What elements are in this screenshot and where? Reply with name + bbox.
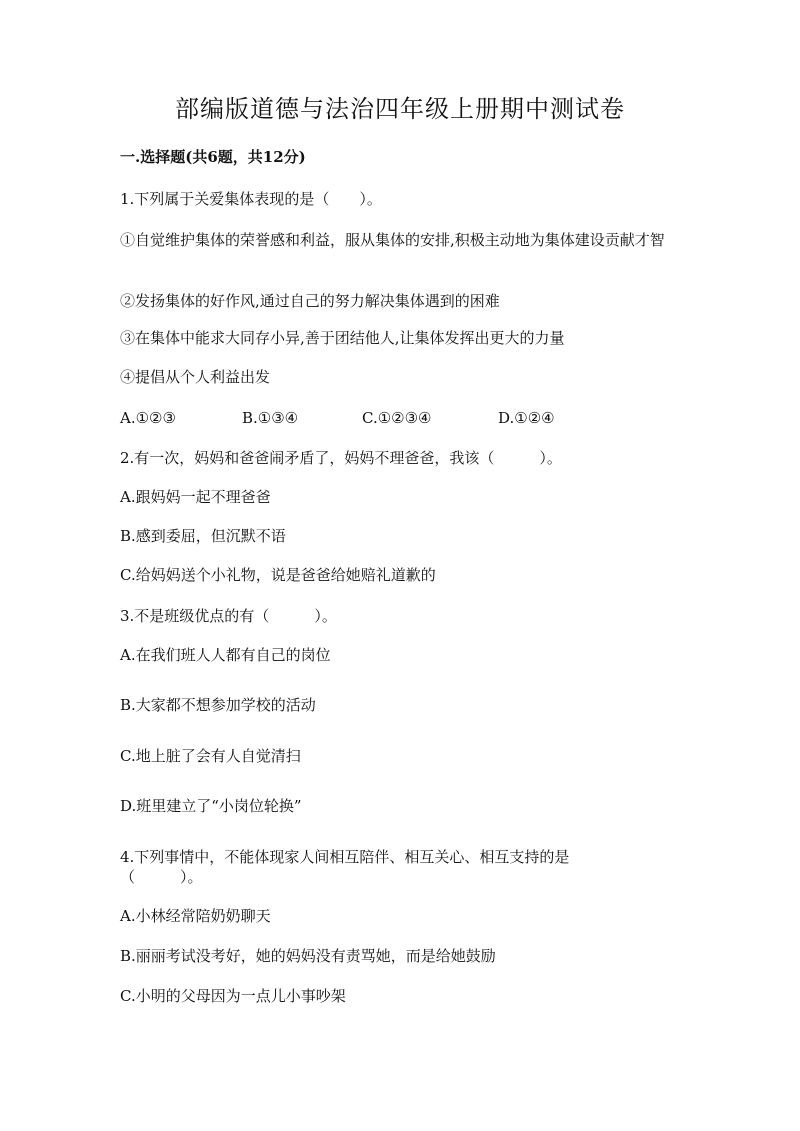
question-1-statement-1: ①自觉维护集体的荣誉感和利益，服从集体的安排,积极主动地为集体建设贡献才智 bbox=[120, 231, 665, 249]
question-4-option-a: A.小林经常陪奶奶聊天 bbox=[120, 907, 271, 925]
page-title: 部编版道德与法治四年级上册期中测试卷 bbox=[175, 95, 625, 123]
question-1-option-d: D.①②④ bbox=[498, 409, 555, 427]
question-2-stem: 2.有一次，妈妈和爸爸闹矛盾了，妈妈不理爸爸，我该（ ）。 bbox=[120, 449, 562, 467]
question-1-statement-2: ②发扬集体的好作风,通过自己的努力解决集体遇到的困难 bbox=[120, 292, 500, 310]
section-heading: 一.选择题(共6题，共12分) bbox=[120, 148, 306, 166]
question-1-option-b: B.①③④ bbox=[242, 409, 299, 427]
question-3-stem: 3.不是班级优点的有（ ）。 bbox=[120, 607, 337, 625]
question-4-stem-line-2: （ ）。 bbox=[120, 868, 203, 886]
question-2-option-a: A.跟妈妈一起不理爸爸 bbox=[120, 488, 271, 506]
question-2-option-b: B.感到委屈，但沉默不语 bbox=[120, 527, 286, 545]
question-4-stem-line-1: 4.下列事情中，不能体现家人间相互陪伴、相互关心、相互支持的是 bbox=[120, 848, 570, 866]
question-3-option-b: B.大家都不想参加学校的活动 bbox=[120, 696, 316, 714]
question-1-option-c: C.①②③④ bbox=[362, 409, 432, 427]
question-3-option-c: C.地上脏了会有人自觉清扫 bbox=[120, 747, 301, 765]
question-1-stem: 1.下列属于关爱集体表现的是（ ）。 bbox=[120, 190, 382, 208]
question-1-statement-3: ③在集体中能求大同存小异,善于团结他人,让集体发挥出更大的力量 bbox=[120, 329, 565, 347]
question-4-option-c: C.小明的父母因为一点儿小事吵架 bbox=[120, 987, 346, 1005]
question-3-option-d: D.班里建立了“小岗位轮换” bbox=[120, 797, 302, 815]
question-1-option-a: A.①②③ bbox=[120, 409, 176, 427]
question-4-option-b: B.丽丽考试没考好，她的妈妈没有责骂她，而是给她鼓励 bbox=[120, 947, 496, 965]
question-3-option-a: A.在我们班人人都有自己的岗位 bbox=[120, 646, 331, 664]
question-1-statement-4: ④提倡从个人利益出发 bbox=[120, 368, 271, 386]
question-2-option-c: C.给妈妈送个小礼物，说是爸爸给她赔礼道歉的 bbox=[120, 566, 436, 584]
